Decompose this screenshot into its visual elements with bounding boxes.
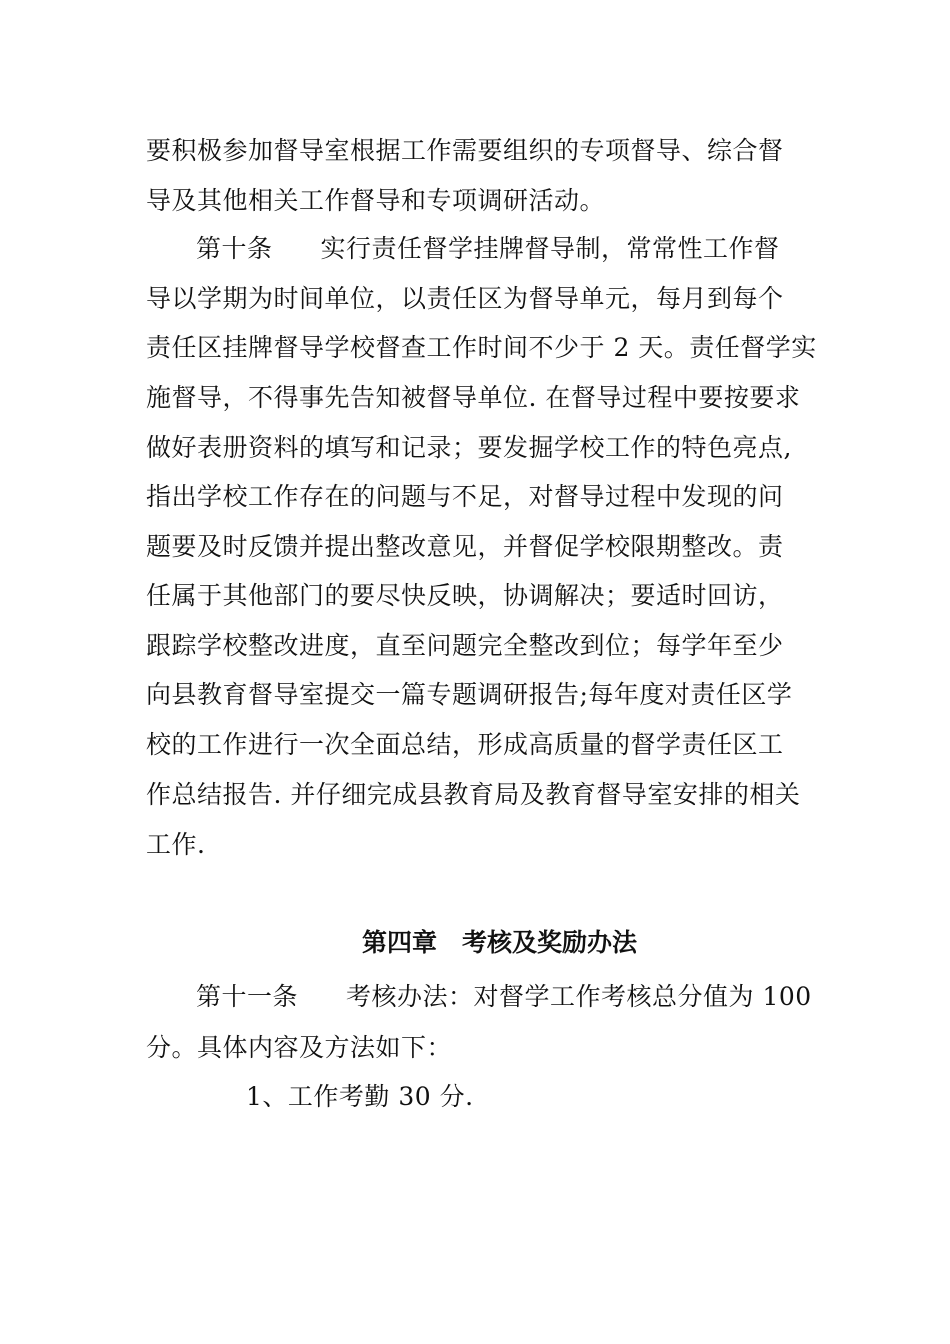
text-line: 施督导，不得事先告知被督导单位. 在督导过程中要按要求 xyxy=(146,383,801,412)
text-line: 做好表册资料的填写和记录；要发掘学校工作的特色亮点, xyxy=(146,433,792,462)
text-line: 责任区挂牌督导学校督查工作时间不少于 2 天。责任督学实 xyxy=(146,333,817,362)
chapter-heading: 第四章 考核及奖励办法 xyxy=(362,928,638,957)
text-line: 分。具体内容及方法如下： xyxy=(146,1033,453,1062)
article-10-first-line xyxy=(196,234,780,264)
text-line: 跟踪学校整改进度，直至问题完全整改到位；每学年至少 xyxy=(146,631,784,660)
article-11-first-line xyxy=(196,982,812,1012)
text-line: 要积极参加督导室根据工作需要组织的专项督导、综合督 xyxy=(146,136,784,165)
text-line: 题要及时反馈并提出整改意见，并督促学校限期整改。责 xyxy=(146,532,784,561)
article-10-label: 第十条 xyxy=(196,234,273,263)
text-line: 向县教育督导室提交一篇专题调研报告;每年度对责任区学 xyxy=(146,680,793,709)
article-11-label: 第十一条 xyxy=(196,982,299,1011)
text-line: 指出学校工作存在的问题与不足，对督导过程中发现的问 xyxy=(146,482,784,511)
text-line: 作总结报告. 并仔细完成县教育局及教育督导室安排的相关 xyxy=(146,780,801,809)
text-line: 任属于其他部门的要尽快反映，协调解决；要适时回访， xyxy=(146,581,784,610)
text-line: 导以学期为时间单位，以责任区为督导单元，每月到每个 xyxy=(146,284,784,313)
text-line: 校的工作进行一次全面总结，形成高质量的督学责任区工 xyxy=(146,730,784,759)
article-11-first-text: 考核办法：对督学工作考核总分值为 100 xyxy=(346,982,812,1011)
list-item: 1、工作考勤 30 分. xyxy=(246,1082,474,1111)
text-line: 导及其他相关工作督导和专项调研活动。 xyxy=(146,186,606,215)
text-line: 工作. xyxy=(146,830,206,859)
article-10-first-text: 实行责任督学挂牌督导制，常常性工作督 xyxy=(320,234,780,263)
